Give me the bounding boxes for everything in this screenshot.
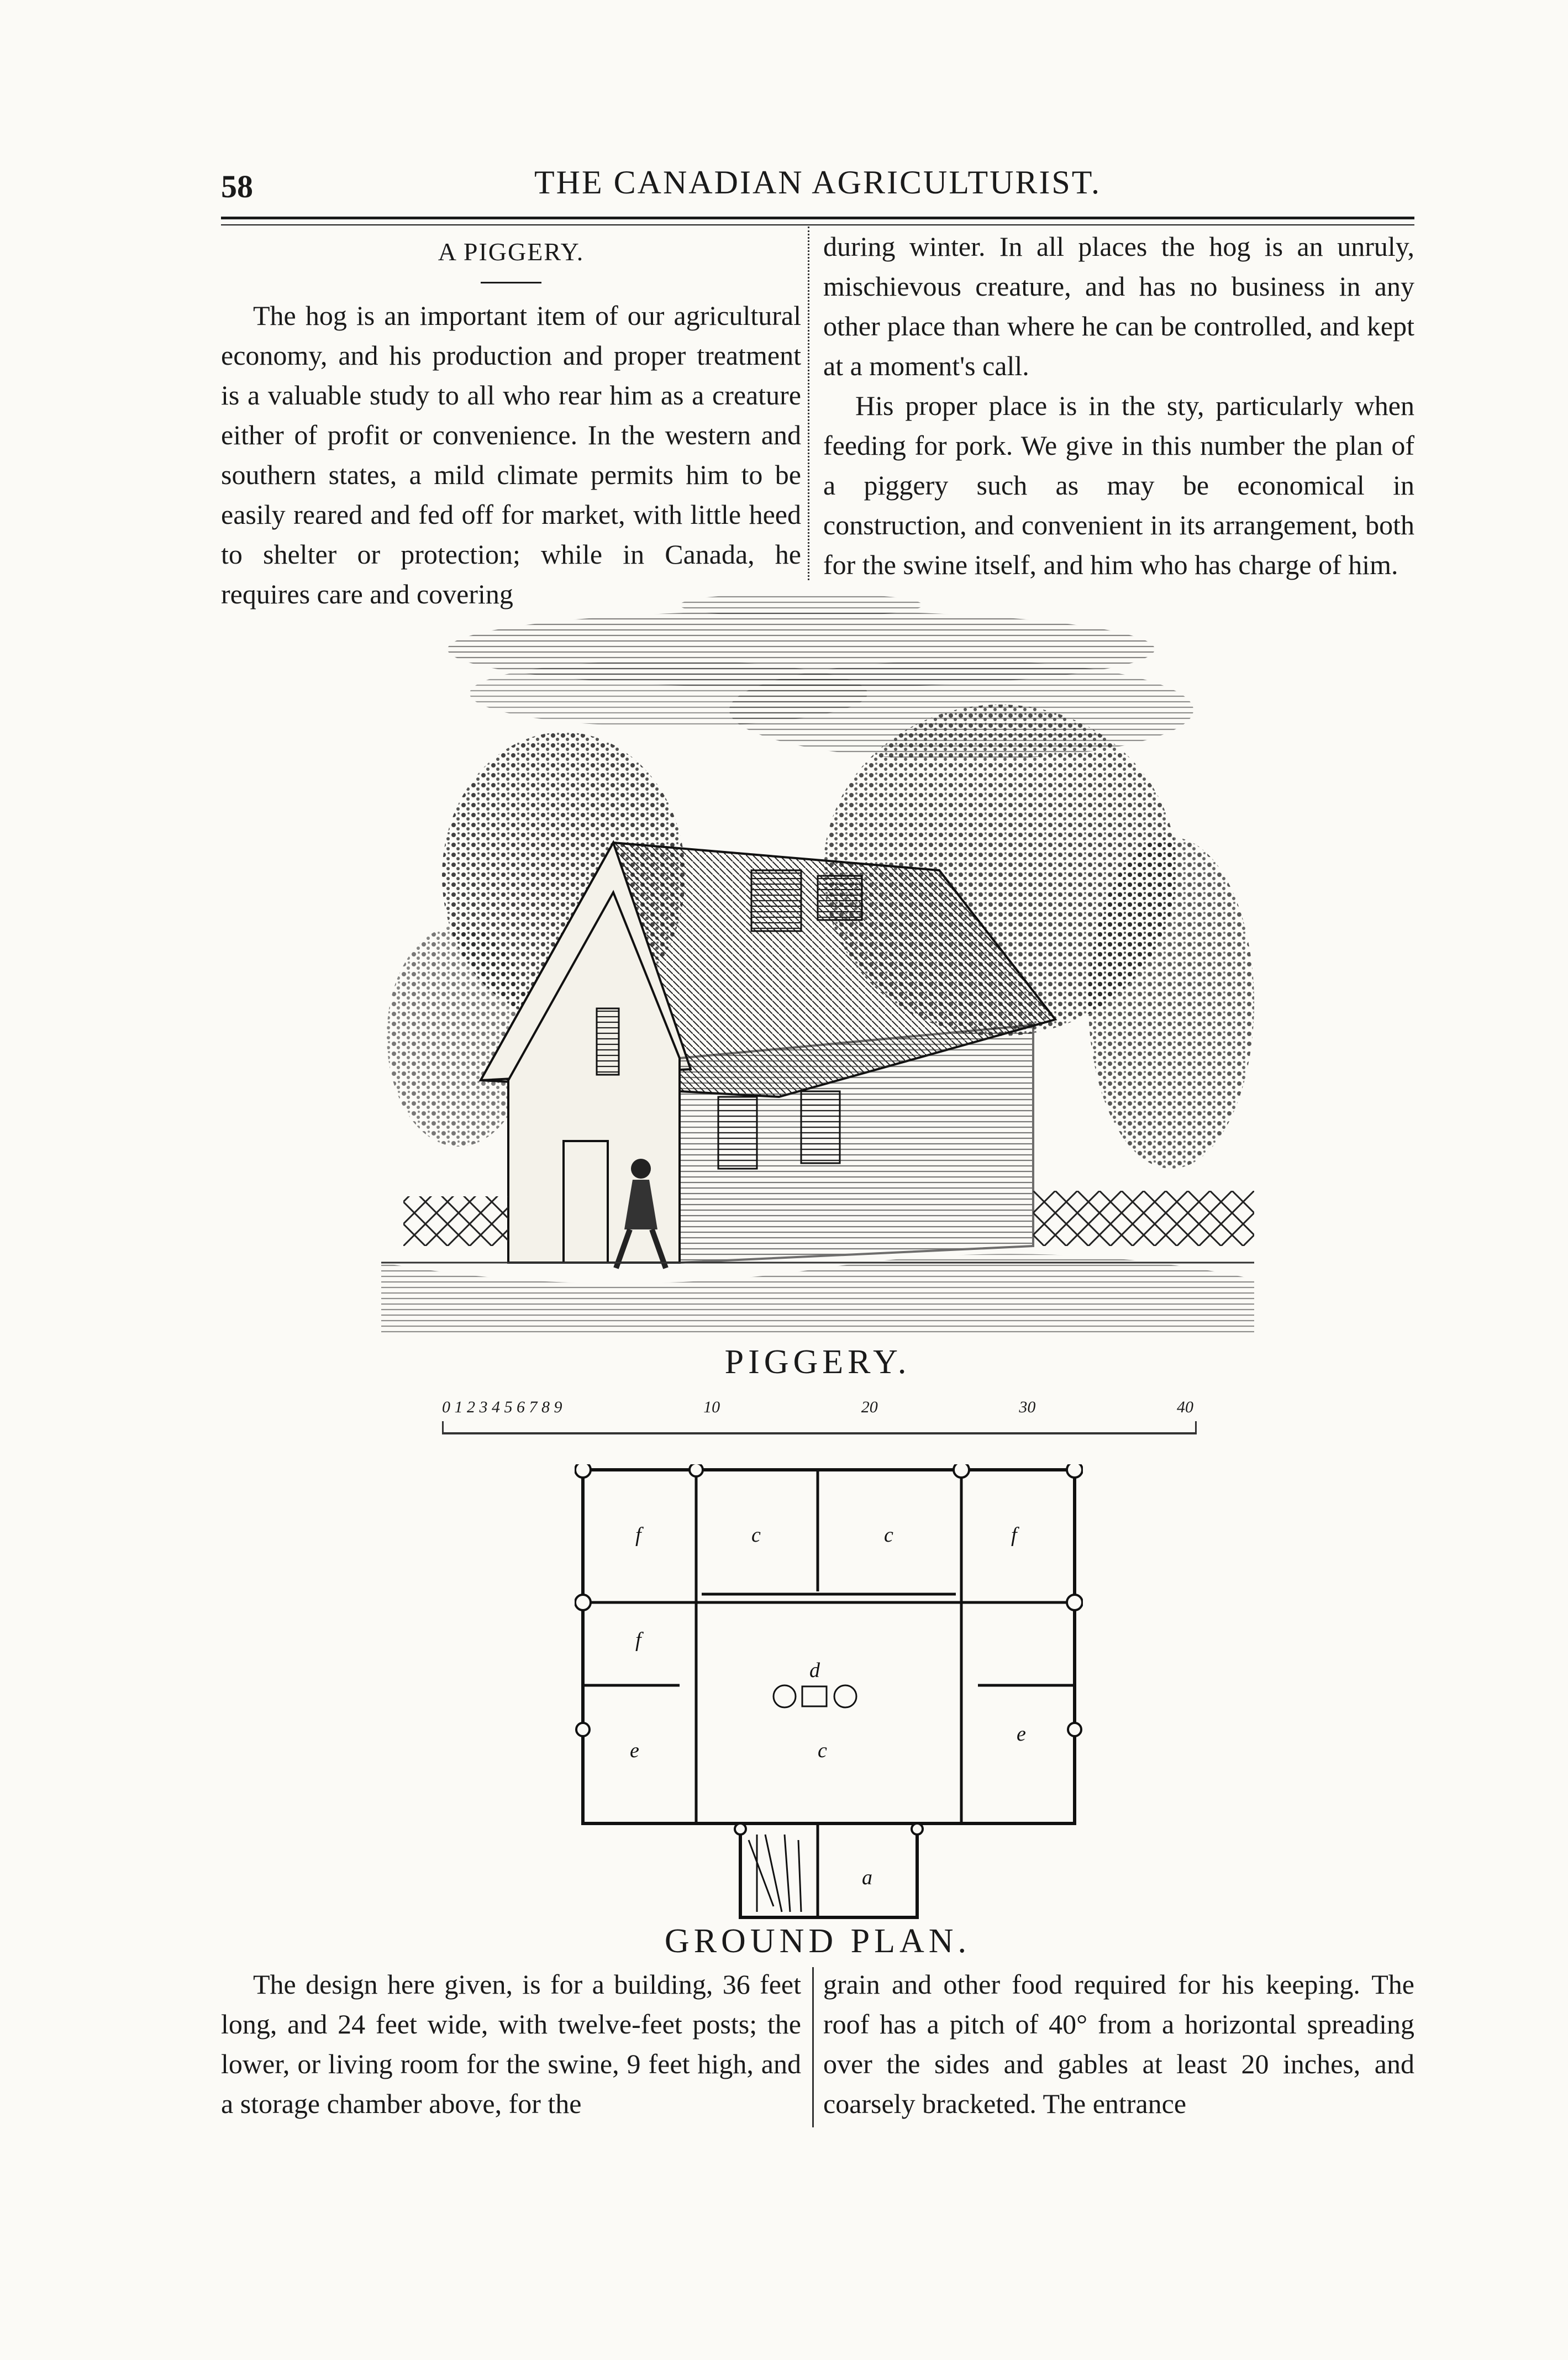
bottom-left-column: [221, 1964, 801, 2124]
plan-label-c: c: [751, 1523, 761, 1547]
article-paragraph: The hog is an important item of our agricultural economy, and his production and proper treatment is a valuable study to all who rear him as a creature either of profit or convenience. In the western and southern states, a mild climate permits him to be easily reared and fed off for market, with little heed to shelter or protection; while in Canada, he requires care and covering: [221, 300, 801, 609]
heading-dash: [481, 282, 541, 283]
side-window: [801, 1091, 840, 1163]
door: [564, 1141, 608, 1263]
header-rule: [221, 217, 1414, 219]
column-divider: [812, 1967, 814, 2127]
running-header: [221, 164, 1414, 213]
scale-label: 10: [703, 1398, 720, 1416]
plan-scale-labels: [442, 1398, 1193, 1420]
column-divider: [808, 227, 809, 580]
scale-label: 40: [1177, 1398, 1193, 1416]
article-paragraph: grain and other food required for his keeping. The roof has a pitch of 40° from a horizontal spreading over the sides and gables at least 20 inches, and coarsely bracketed. The entrance: [823, 1969, 1414, 2119]
ground-plan: [575, 1464, 1083, 1923]
plan-label-e: e: [630, 1739, 639, 1762]
bottom-right-column: [823, 1964, 1414, 2124]
article-right-column: [823, 227, 1414, 585]
plan-label-c: c: [818, 1739, 827, 1762]
plan-label-c: c: [884, 1523, 893, 1547]
running-title: THE CANADIAN AGRICULTURIST.: [534, 164, 1101, 201]
plan-caption: GROUND PLAN.: [664, 1922, 971, 1960]
article-paragraph: His proper place is in the sty, particularly when feeding for pork. We give in this number the plan of a piggery such as may be economical in construction, and convenient in its arrangement, both for the swine itself, and him who has charge of him.: [823, 390, 1414, 580]
ground: [381, 1254, 1254, 1334]
article-heading: A PIGGERY.: [438, 238, 585, 266]
side-window: [718, 1097, 757, 1169]
lattice-fence: [403, 1196, 508, 1246]
plan-label-d: d: [809, 1659, 820, 1682]
header-rule-thin: [221, 224, 1414, 225]
piggery-engraving: [381, 583, 1254, 1334]
gable-window: [597, 1008, 619, 1075]
plan-label-f: f: [635, 1628, 641, 1652]
plan-label-f: f: [635, 1523, 641, 1547]
article-paragraph: during winter. In all places the hog is an unruly, mischievous creature, and has no business in any other place than where he can be controlled, and kept at a moment's call.: [823, 231, 1414, 381]
plan-label-e: e: [1017, 1722, 1026, 1746]
plan-label-a: a: [862, 1866, 872, 1889]
engraving-caption: PIGGERY.: [724, 1343, 911, 1381]
plan-label-f: f: [1011, 1523, 1017, 1547]
page-number: 58: [221, 169, 253, 204]
lattice-fence: [1033, 1191, 1254, 1246]
scale-label: 30: [1019, 1398, 1036, 1416]
article-left-column: [221, 232, 801, 614]
article-paragraph: The design here given, is for a building, 36 feet long, and 24 feet wide, with twelve-feet posts; the lower, or living room for the swine, 9 feet high, and a storage chamber above, for the: [221, 1969, 801, 2119]
scale-label: 0 1 2 3 4 5 6 7 8 9: [442, 1398, 562, 1416]
plan-scale-bar: [442, 1421, 1197, 1434]
scale-label: 20: [861, 1398, 878, 1416]
